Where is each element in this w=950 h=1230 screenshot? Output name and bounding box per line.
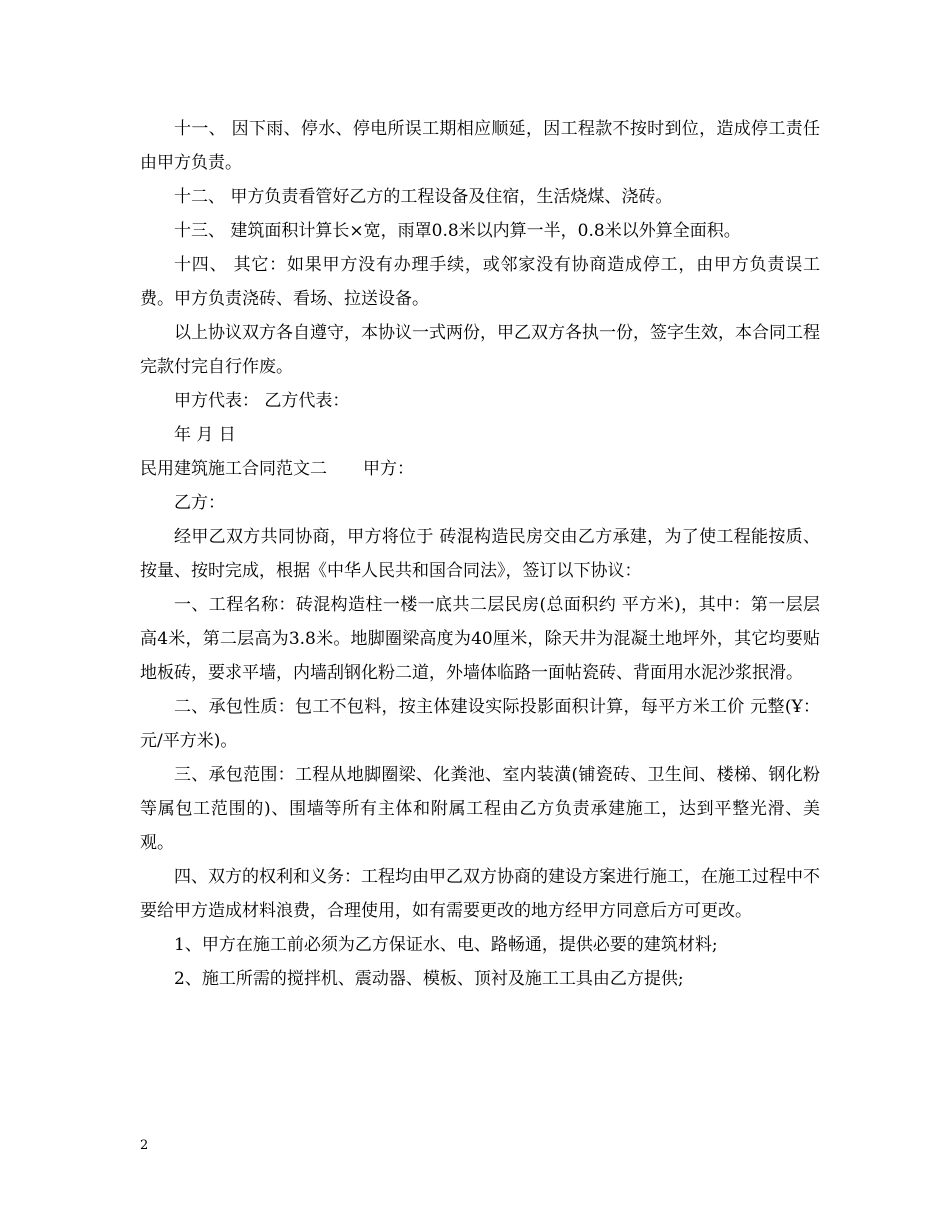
clause-11: 十一、 因下雨、停水、停电所误工期相应顺延，因工程款不按时到位，造成停工责任由甲方负责。 <box>140 119 820 173</box>
article-2-contract-nature: 二、承包性质：包工不包料，按主体建设实际投影面积计算，每平方米工价 元整(Ұ： 元/平方米)。 <box>140 697 820 751</box>
item-1-party-a-duty: 1、甲方在施工前必须为乙方保证水、电、路畅通，提供必要的建筑材料; <box>174 935 718 955</box>
page-number: 2 <box>140 1138 149 1153</box>
clause-13: 十三、 建筑面积计算长×宽，雨罩0.8米以内算一半，0.8米以外算全面积。 <box>174 221 741 241</box>
section-party-a: 甲方： <box>363 459 414 479</box>
item-2-equipment: 2、施工所需的搅拌机、震动器、模板、顶衬及施工工具由乙方提供; <box>174 969 684 989</box>
article-3-contract-scope: 三、承包范围：工程从地脚圈梁、化粪池、室内装潢(铺瓷砖、卫生间、楼梯、钢化粉等属包工范围的)、围墙等所有主体和附属工程由乙方负责承建施工，达到平整光滑、美观。 <box>140 765 820 853</box>
party-b-line: 乙方： <box>174 493 225 513</box>
clause-12: 十二、 甲方负责看管好乙方的工程设备及住宿，生活烧煤、浇砖。 <box>174 187 673 207</box>
preamble: 经甲乙双方共同协商，甲方将位于 砖混构造民房交由乙方承建，为了使工程能按质、按量、按时完成，根据《中华人民共和国合同法》，签订以下协议： <box>140 527 820 581</box>
section-heading-line <box>140 452 820 486</box>
article-4-rights-duties: 四、双方的权利和义务：工程均由甲乙双方协商的建设方案进行施工，在施工过程中不要给甲方造成材料浪费，合理使用，如有需要更改的地方经甲方同意后方可更改。 <box>140 867 820 921</box>
section-title: 民用建筑施工合同范文二 <box>140 459 327 479</box>
clause-14: 十四、 其它：如果甲方没有办理手续，或邻家没有协商造成停工，由甲方负责误工费。甲方负责浇砖、看场、拉送设备。 <box>140 255 820 309</box>
document-body <box>140 112 820 996</box>
article-1-project-name: 一、工程名称：砖混构造柱一楼一底共二层民房(总面积约 平方米)，其中：第一层层高4米，第二层高为3.8米。地脚圈梁高度为40厘米，除天井为混凝土地坪外，其它均要贴地板砖，要求平墙，内墙刮钢化粉二道，外墙体临路一面帖瓷砖、背面用水泥沙浆抿滑。 <box>140 595 820 683</box>
agreement-note: 以上协议双方各自遵守，本协议一式两份，甲乙双方各执一份，签字生效，本合同工程完款付完自行作废。 <box>140 323 820 377</box>
date-line: 年 月 日 <box>174 425 236 445</box>
signature-line: 甲方代表： 乙方代表： <box>174 391 350 411</box>
